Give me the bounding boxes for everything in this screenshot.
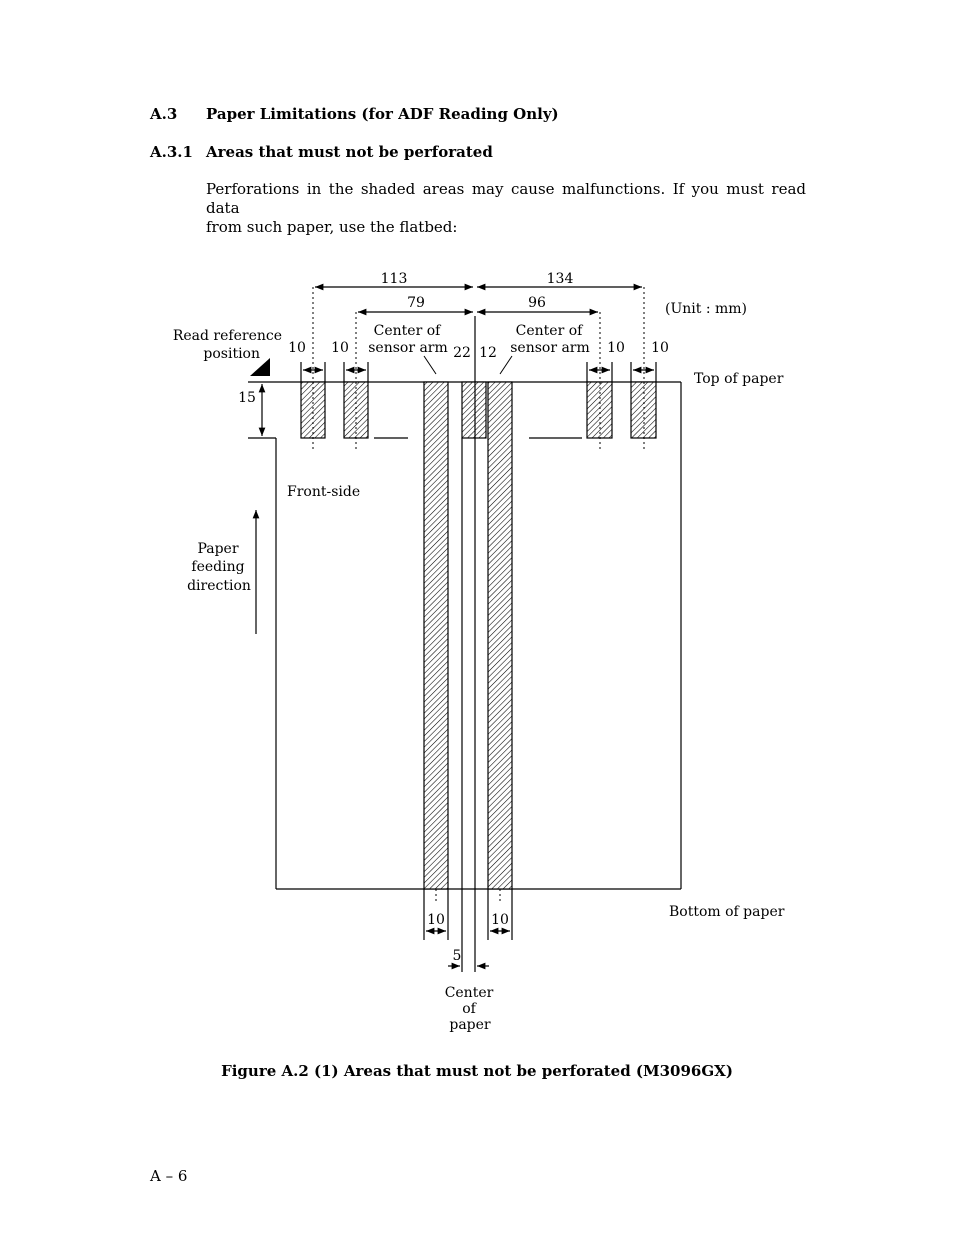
dim-15-label: 15	[238, 390, 256, 406]
dim-134-label: 134	[546, 271, 574, 287]
dim-10-bottom-right-label: 10	[491, 912, 509, 928]
sensor-right-label-2: sensor arm	[510, 340, 590, 356]
paragraph-line-2: from such paper, use the flatbed:	[206, 218, 458, 236]
dim-10b-label: 10	[331, 340, 349, 356]
shaded-hole-4	[631, 382, 656, 438]
dim-12-label: 12	[479, 345, 497, 361]
page-number: A – 6	[150, 1167, 188, 1185]
shaded-hole-3	[587, 382, 612, 438]
paragraph-line-1: Perforations in the shaded areas may cause malfunctions. If you must read data	[206, 180, 806, 217]
unit-label: (Unit : mm)	[665, 301, 748, 317]
center-paper-label-1: Center	[444, 985, 494, 1001]
section-title: Paper Limitations (for ADF Reading Only)	[206, 105, 559, 123]
dim-96-label: 96	[528, 295, 546, 311]
read-reference-label-1: Read reference	[172, 328, 282, 344]
figure-caption: Figure A.2 (1) Areas that must not be perforated (M3096GX)	[221, 1062, 733, 1080]
top-of-paper-label: Top of paper	[694, 371, 784, 387]
dim-10c-label: 10	[607, 340, 625, 356]
section-number: A.3	[150, 105, 178, 123]
front-side-label: Front-side	[287, 484, 361, 500]
shaded-hole-1	[301, 382, 325, 438]
subsection-title: Areas that must not be perforated	[206, 143, 493, 161]
center-paper-label-3: paper	[449, 1017, 491, 1033]
read-reference-label-2: position	[203, 346, 260, 362]
sensor-left-label-2: sensor arm	[368, 340, 448, 356]
dim-113-label: 113	[380, 271, 408, 287]
dim-79-label: 79	[407, 295, 425, 311]
bottom-of-paper-label: Bottom of paper	[669, 904, 785, 920]
feed-label-2: feeding	[191, 559, 245, 575]
feed-label-1: Paper	[197, 541, 239, 557]
dim-10a-label: 10	[288, 340, 306, 356]
paper-outline	[248, 382, 681, 889]
subsection-number: A.3.1	[150, 143, 193, 161]
sensor-right-label-1: Center of	[515, 323, 583, 339]
feed-label-3: direction	[187, 578, 251, 594]
dim-10d-label: 10	[651, 340, 669, 356]
dim-10-bottom-left-label: 10	[427, 912, 445, 928]
center-paper-label-2: of	[462, 1001, 476, 1017]
dim-22-label: 22	[453, 345, 471, 361]
shaded-hole-2	[344, 382, 368, 438]
shaded-center-top	[462, 382, 486, 438]
sensor-left-label-1: Center of	[373, 323, 441, 339]
shaded-strip-left	[424, 382, 448, 889]
shaded-areas	[301, 382, 656, 889]
dim-5-label: 5	[452, 948, 462, 964]
shaded-strip-right	[488, 382, 512, 889]
